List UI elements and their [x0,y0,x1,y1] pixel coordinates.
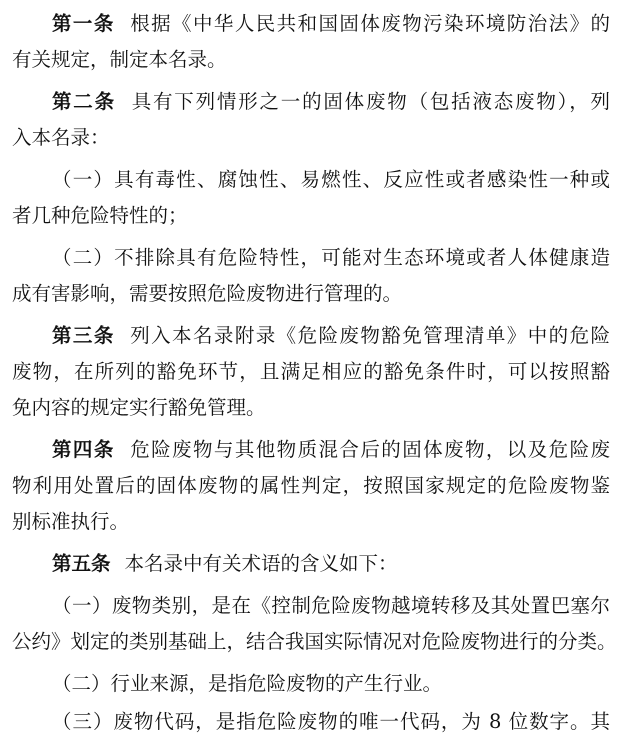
article-4-text-1: 危险废物与其他物质混合后的固体废物，以及危险废 [128,438,610,461]
article-1-text-1: 根据《中华人民共和国固体废物污染环境防治法》的 [128,12,610,35]
article-4-line-2: 物利用处置后的固体废物的属性判定，按照国家规定的危险废物鉴 [12,474,610,497]
article-4-line-1 [12,432,610,468]
article-4-line-3: 别标准执行。 [12,510,130,533]
article-5-text-1: 本名录中有关术语的含义如下： [124,552,398,575]
article-1-line-1 [12,6,610,42]
article-5-item-1-line-1: （一）废物类别，是在《控制危险废物越境转移及其处置巴塞尔 [52,594,610,617]
article-5-item-3-line-1: （三）废物代码，是指危险废物的唯一代码，为 8 位数字。其 [52,710,610,733]
article-2-text-1: 具有下列情形之一的固体废物（包括液态废物），列 [129,90,610,113]
article-2-label: 第二条 [52,90,116,113]
article-5-item-2-line-1: （二）行业来源，是指危险废物的产生行业。 [52,672,443,695]
article-5-item-1-line-2: 公约》划定的类别基础上，结合我国实际情况对危险废物进行的分类。 [12,630,617,653]
article-1-label: 第一条 [52,12,115,35]
article-3-label: 第三条 [52,324,115,347]
article-2-line-2: 入本名录： [12,126,110,149]
article-3-line-1 [12,318,610,354]
article-3-text-1: 列入本名录附录《危险废物豁免管理清单》中的危险 [128,324,610,347]
article-2-item-1-line-2: 者几种危险特性的； [12,204,188,227]
article-2-item-2-line-1: （二）不排除具有危险特性，可能对生态环境或者人体健康造 [52,246,610,269]
article-3-line-3: 免内容的规定实行豁免管理。 [12,396,266,419]
article-1-line-2: 有关规定，制定本名录。 [12,48,227,71]
article-4-label: 第四条 [52,438,115,461]
article-3-line-2: 废物，在所列的豁免环节，且满足相应的豁免条件时，可以按照豁 [12,360,610,383]
article-2-line-1 [12,84,610,120]
article-5-line-1 [12,546,398,582]
article-2-item-1-line-1: （一）具有毒性、腐蚀性、易燃性、反应性或者感染性一种或 [52,168,610,191]
article-5-label: 第五条 [52,552,111,575]
article-2-item-2-line-2: 成有害影响，需要按照危险废物进行管理的。 [12,282,403,305]
